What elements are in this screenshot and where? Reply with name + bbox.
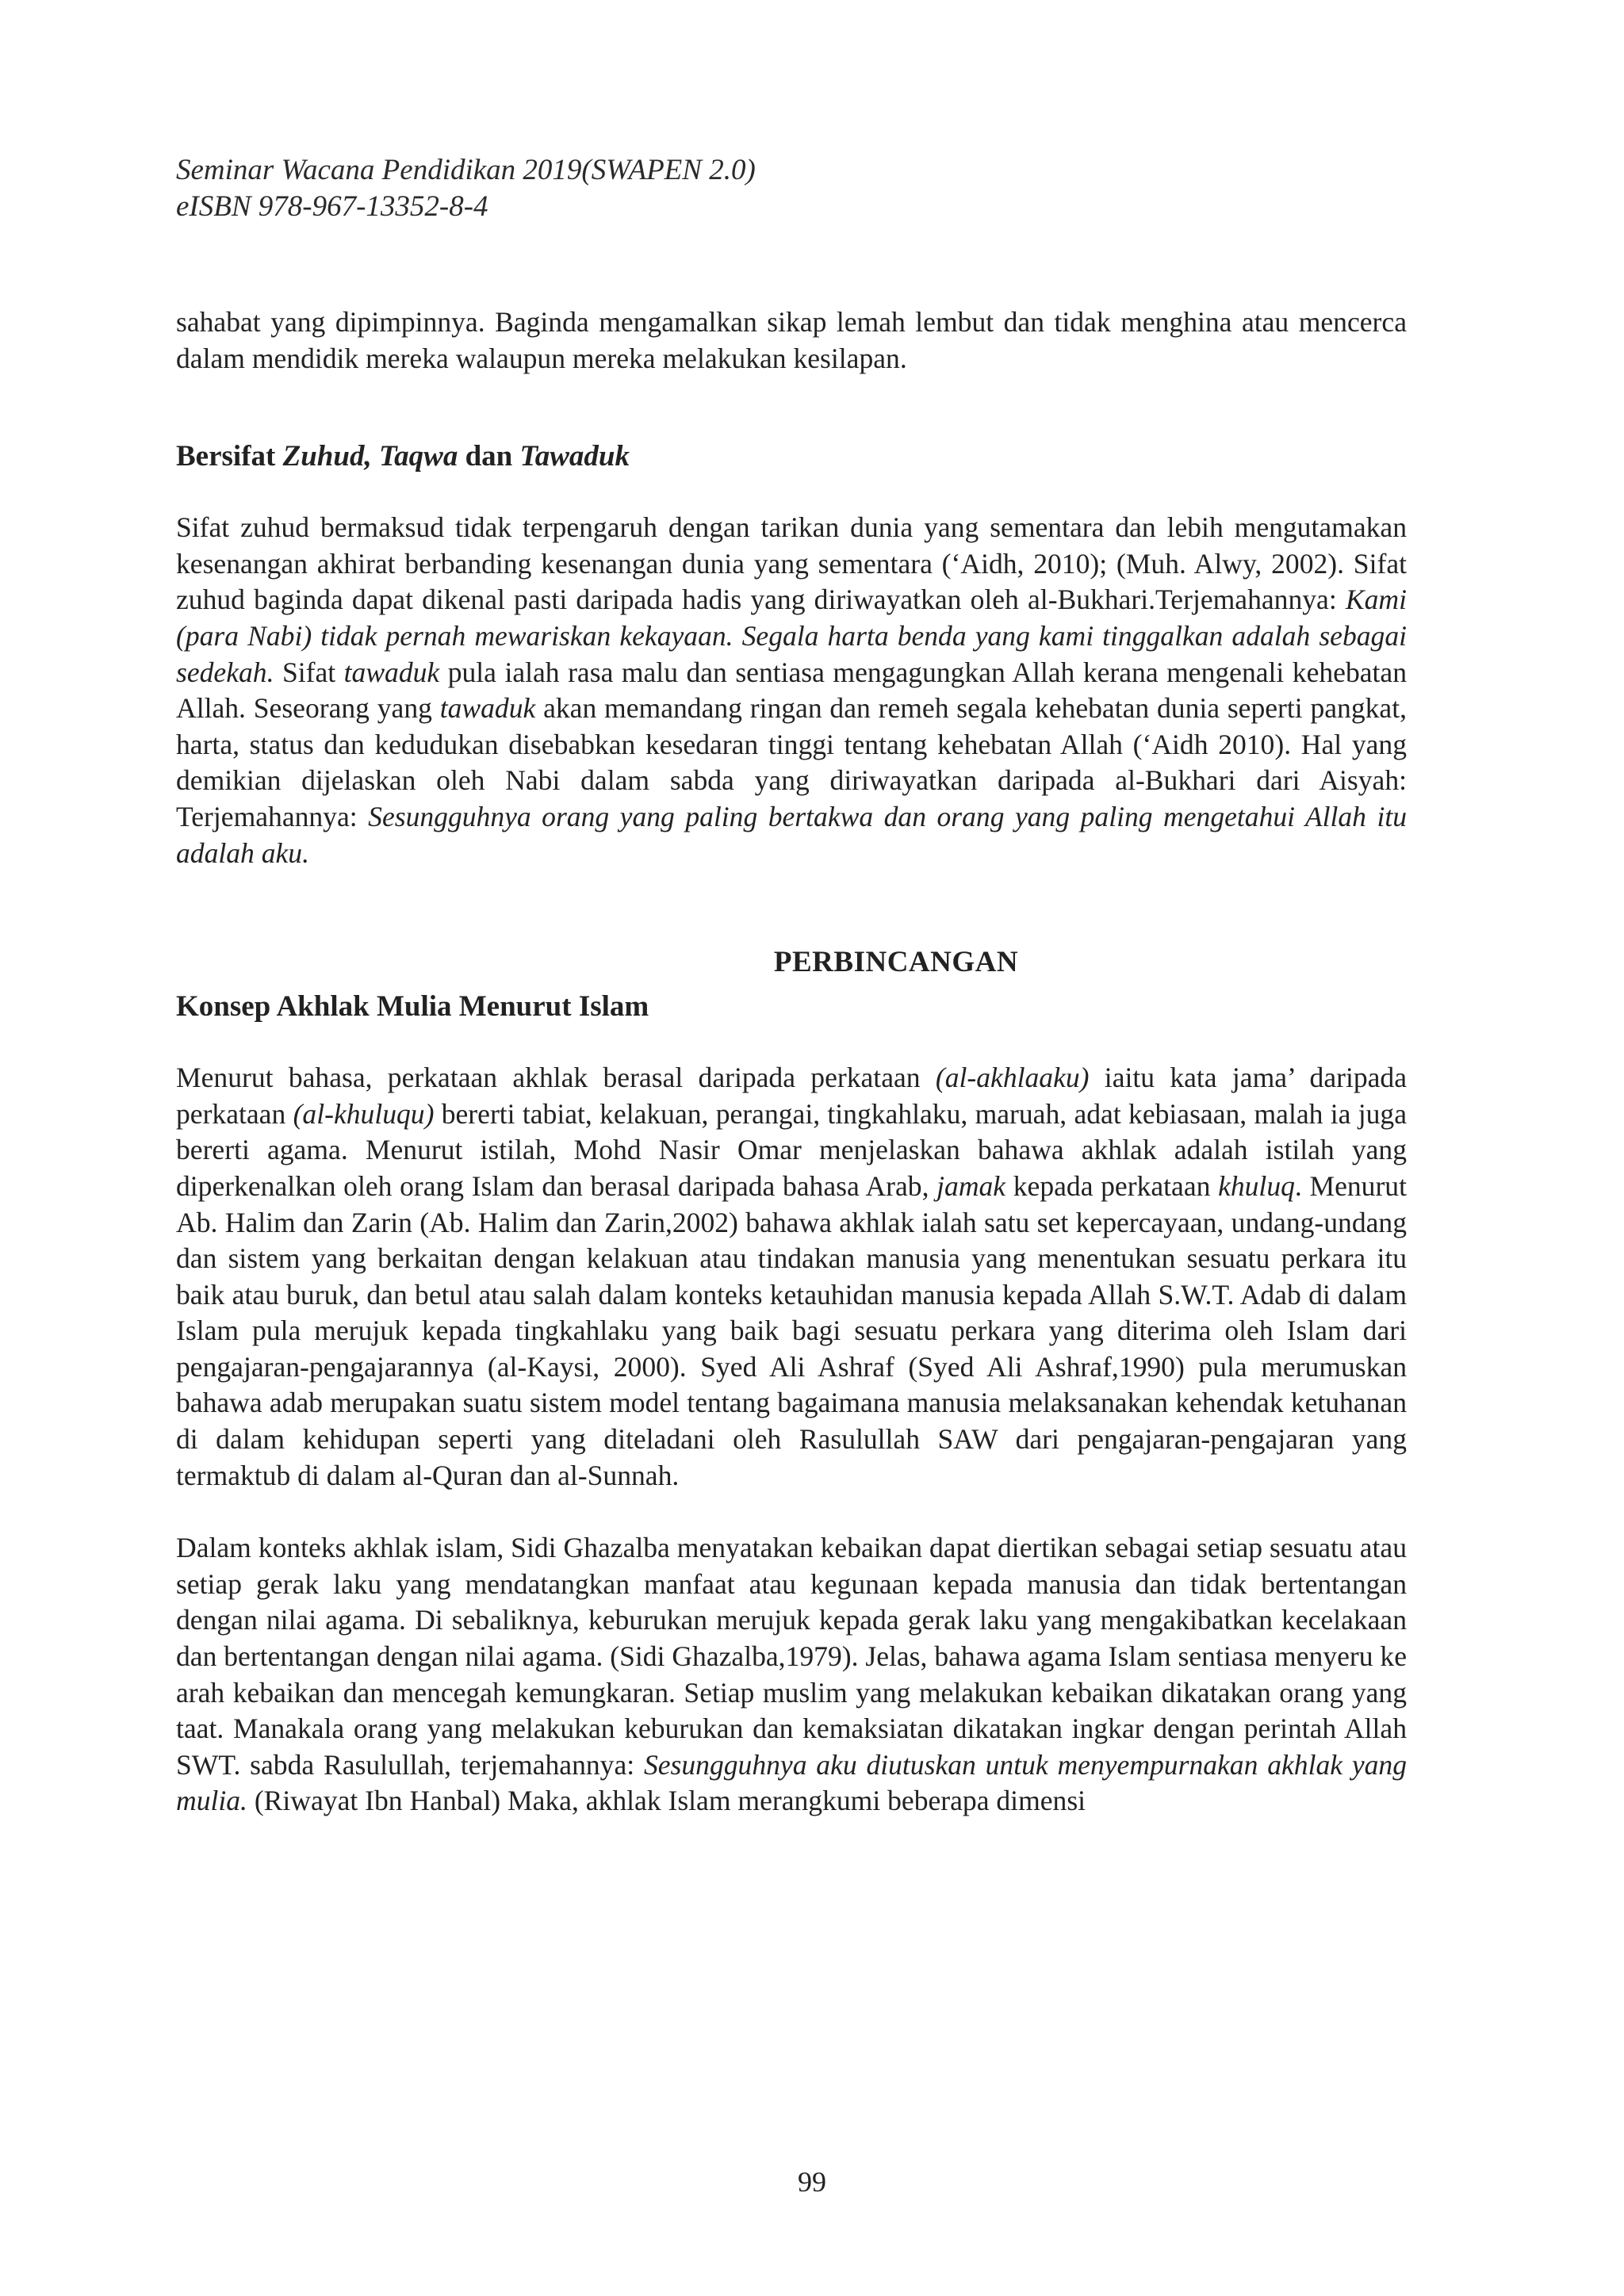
text-run: Sifat zuhud bermaksud tidak terpengaruh dengan tarikan dunia yang sementara dan lebih mengutamakan kesenangan akhirat berbanding kesenangan dunia yang sementara (‘Aidh, 2010); (Muh. Alwy, 2002). Sifat zuhud baginda dapat dikenal pasti daripada hadis yang diriwayatkan oleh al-Bukhari.Terjemahannya:: [176, 511, 1407, 616]
text-column: [176, 304, 1407, 1820]
text-run: . Menurut Ab. Halim dan Zarin (Ab. Halim dan Zarin,2002) bahawa akhlak ialah satu set kepercayaan, undang-undang dan sistem yang berkaitan dengan kelakuan atau tindakan manusia yang menentukan sesuatu perkara itu baik atau buruk, dan betul atau salah dalam konteks ketauhidan manusia kepada Allah S.W.T. Adab di dalam Islam pula merujuk kepada tingkahlaku yang baik bagi sesuatu perkara yang diterima oleh Islam dari pengajaran-pengajarannya (al-Kaysi, 2000). Syed Ali Ashraf (Syed Ali Ashraf,1990) pula merumuskan bahawa adab merupakan suatu sistem model tentang bagaimana manusia melaksanakan kehendak ketuhanan di dalam kehidupan seperti yang diteladani oleh Rasulullah SAW dari pengajaran-pengajaran yang termaktub di dalam al-Quran dan al-Sunnah.: [176, 1169, 1407, 1491]
text-run: pula ialah rasa malu dan sentiasa mengagungkan Allah kerana mengenali kehebatan Allah. Seseorang yang: [176, 656, 1407, 725]
text-run: (Riwayat Ibn Hanbal) Maka, akhlak Islam merangkumi beberapa dimensi: [247, 1785, 1086, 1817]
italic-text-run: tawaduk: [439, 692, 536, 725]
italic-text-run: (al-khuluqu): [293, 1097, 435, 1130]
italic-text-run: tawaduk: [343, 656, 440, 688]
italic-text-run: (al-akhlaaku): [935, 1062, 1090, 1094]
paragraph-konsep: [176, 1060, 1407, 1494]
running-header: [176, 152, 1128, 225]
eisbn-line: eISBN 978-967-13352-8-4: [176, 190, 488, 223]
text-run: Menurut bahasa, perkataan akhlak berasal daripada perkataan: [176, 1062, 936, 1094]
page-number: 99: [798, 2166, 826, 2198]
section-title: PERBINCANGAN: [773, 946, 1019, 979]
heading-zuhud-part: Bersifat: [176, 440, 283, 473]
italic-text-run: jamak: [936, 1169, 1006, 1202]
text-run: akan memandang ringan dan remeh segala kehebatan dunia seperti pangkat, harta, status dan kedudukan disebabkan kesedaran tinggi tentang kehebatan Allah (‘Aidh 2010). Hal yang demikian dijelaskan oleh Nabi dalam sabda yang diriwayatkan daripada al-Bukhari dari Aisyah: Terjemahannya:: [176, 692, 1407, 832]
text-run: bererti tabiat, kelakuan, perangai, tingkahlaku, maruah, adat kebiasaan, malah ia juga bererti agama. Menurut istilah, Mohd Nasir Omar menjelaskan bahawa akhlak adalah istilah yang diperkenalkan oleh orang Islam dan berasal daripada bahasa Arab,: [176, 1097, 1407, 1202]
italic-text-run: khuluq: [1218, 1169, 1295, 1202]
text-run: Sifat: [274, 656, 344, 688]
heading-zuhud-word: Zuhud,: [282, 440, 372, 473]
heading-tawaduk-word: Tawaduk: [519, 440, 630, 473]
paragraph-zuhud: [176, 510, 1407, 871]
text-run: kepada perkataan: [1005, 1169, 1219, 1202]
text-run: sahabat yang dipimpinnya. Baginda mengamalkan sikap lemah lembut dan tidak menghina atau mencerca dalam mendidik mereka walaupun mereka melakukan kesilapan.: [176, 306, 1407, 374]
conference-title: Seminar Wacana Pendidikan 2019(SWAPEN 2.0): [176, 154, 756, 186]
italic-text-run: Sesungguhnya aku diutuskan untuk menyempurnakan akhlak yang mulia.: [176, 1748, 1407, 1817]
paragraph-intro: [176, 304, 1407, 377]
paragraph-konteks: [176, 1530, 1407, 1820]
heading-zuhud-space: [372, 440, 379, 473]
italic-text-run: Kami (para Nabi) tidak pernah mewariskan kekayaan. Segala harta benda yang kami tinggalkan adalah sebagai sedekah.: [176, 584, 1407, 688]
text-run: Dalam konteks akhlak islam, Sidi Ghazalba menyatakan kebaikan dapat diertikan sebagai setiap sesuatu atau setiap gerak laku yang mendatangkan manfaat atau kegunaan kepada manusia dan tidak bertentangan dengan nilai agama. Di sebaliknya, keburukan merujuk kepada gerak laku yang mengakibatkan kecelakaan dan bertentangan dengan nilai agama. (Sidi Ghazalba,1979). Jelas, bahawa agama Islam sentiasa menyeru ke arah kebaikan dan mencegah kemungkaran. Setiap muslim yang melakukan kebaikan dikatakan orang yang taat. Manakala orang yang melakukan keburukan dan kemaksiatan dikatakan ingkar dengan perintah Allah SWT. sabda Rasulullah, terjemahannya:: [176, 1532, 1407, 1781]
heading-dan-part: dan: [458, 440, 520, 473]
heading-taqwa-word: Taqwa: [378, 440, 458, 473]
italic-text-run: Sesungguhnya orang yang paling bertakwa dan orang yang paling mengetahui Allah itu adalah aku.: [176, 800, 1408, 869]
text-run: iaitu kata jama’ daripada perkataan: [176, 1062, 1408, 1130]
heading-zuhud-taqwa-tawaduk: [176, 438, 1407, 475]
heading-konsep-akhlak: Konsep Akhlak Mulia Menurut Islam: [176, 990, 649, 1024]
